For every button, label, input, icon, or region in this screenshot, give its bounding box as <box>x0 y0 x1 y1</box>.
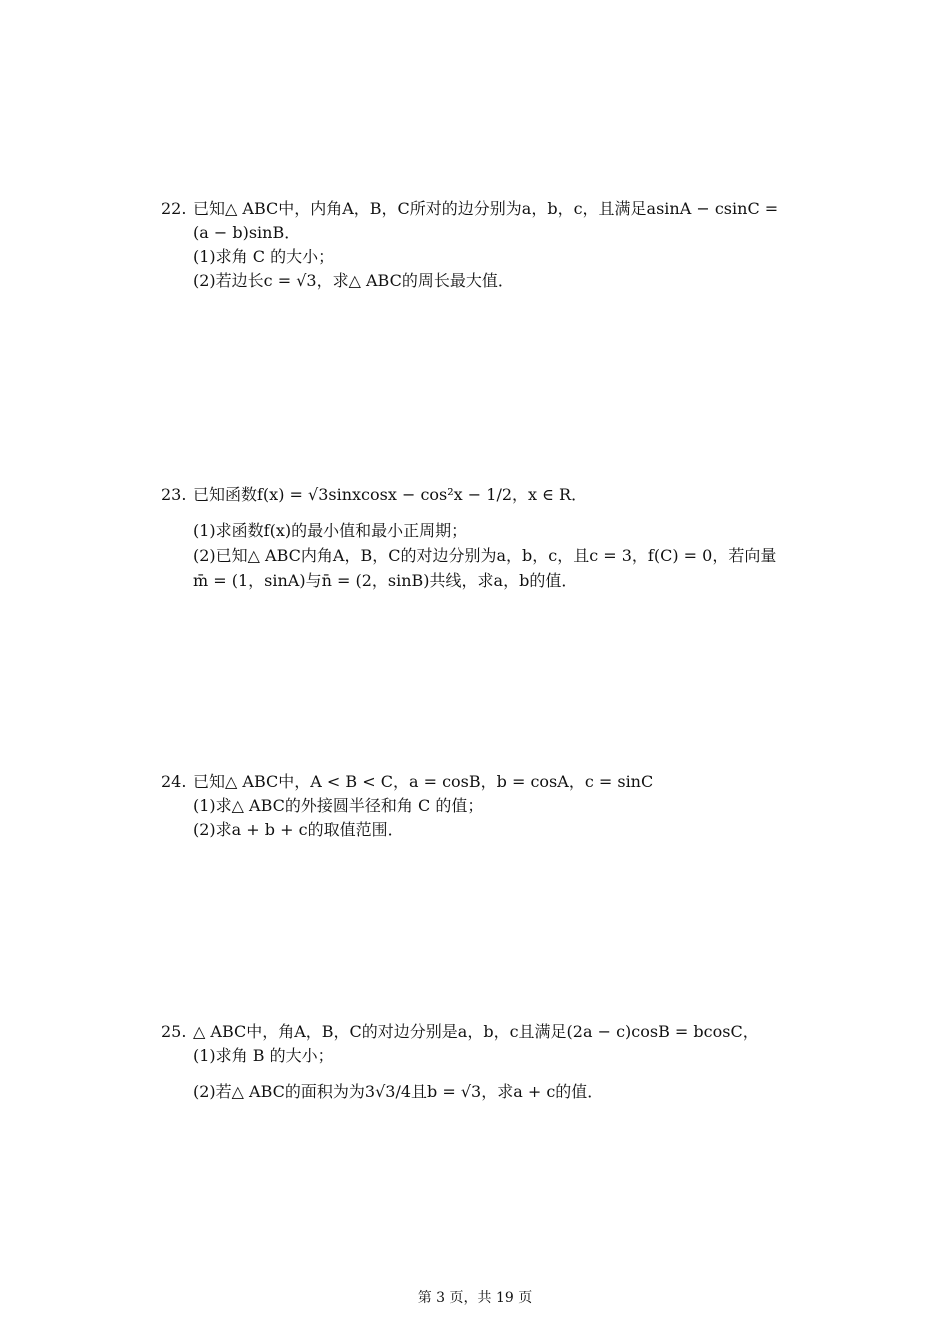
problem-line: 已知△ ABC中，内角A，B，C所对的边分别为a，b，c，且满足asinA − csinC = <box>193 199 779 218</box>
problem-line: m̄ = (1，sinA)与n̄ = (2，sinB)共线，求a，b的值． <box>193 571 578 590</box>
problem-number: 22. <box>161 199 187 218</box>
problem-number: 25. <box>161 1022 187 1041</box>
problem-line: (1)求函数f(x)的最小值和最小正周期； <box>193 521 468 540</box>
problem-line: (2)若边长c = √3，求△ ABC的周长最大值． <box>193 271 514 290</box>
page-footer: 第 3 页，共 19 页 <box>417 1290 533 1306</box>
problem-number: 24. <box>161 772 187 791</box>
problem-line: (2)求a + b + c的取值范围． <box>193 820 404 839</box>
problem-line: (a − b)sinB． <box>193 223 301 242</box>
problem-line: (2)若△ ABC的面积为为3√3/4且b = √3，求a + c的值． <box>193 1082 604 1101</box>
problem-line: (1)求△ ABC的外接圆半径和角 C 的值； <box>193 796 484 815</box>
problem-line: 已知△ ABC中，A < B < C，a = cosB，b = cosA，c = sinC <box>193 772 654 791</box>
problem-line: (1)求角 B 的大小； <box>193 1046 334 1065</box>
problem-line: (1)求角 C 的大小； <box>193 247 335 266</box>
problem-line: △ ABC中，角A，B，C的对边分别是a，b，c且满足(2a − c)cosB = bcosC， <box>193 1022 759 1041</box>
problem-line: 已知函数f(x) = √3sinxcosx − cos²x − 1/2，x ∈ R． <box>193 485 588 504</box>
problem-number: 23. <box>161 485 187 504</box>
problem-line: (2)已知△ ABC内角A，B，C的对边分别为a，b，c，且c = 3，f(C) = 0，若向量 <box>193 546 777 565</box>
